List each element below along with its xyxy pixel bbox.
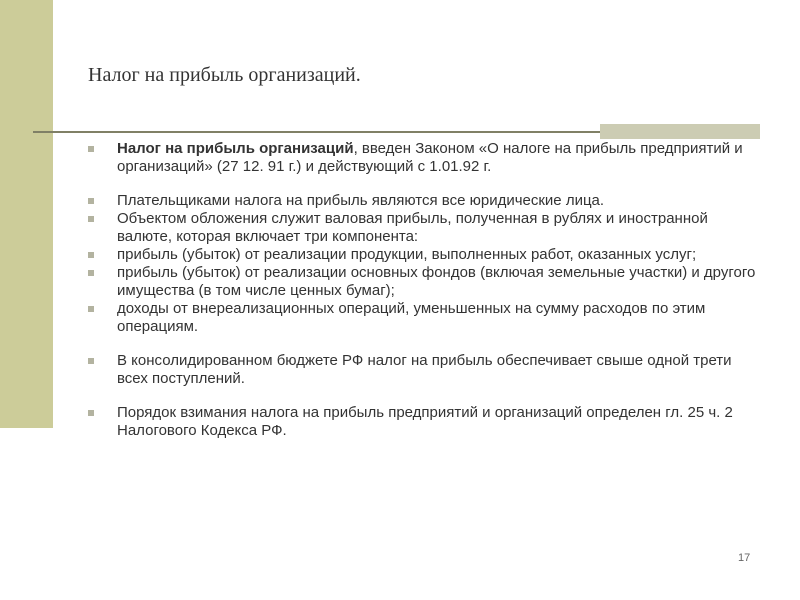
bullet-text: Объектом обложения служит валовая прибыль, полученная в рублях и иностранной валюте, которая включает три компонента: <box>117 210 708 245</box>
page-number: 17 <box>738 552 751 564</box>
bullet-item <box>88 140 758 176</box>
bullet-square-icon <box>88 252 94 258</box>
bullet-text: Плательщиками налога на прибыль являются все юридические лица. <box>117 192 605 209</box>
bullet-text: В консолидированном бюджете РФ налог на прибыль обеспечивает свыше одной трети всех поступлений. <box>117 352 732 387</box>
bullet-text: , введен Законом «О налоге на прибыль предприятий и организаций» (27 12. 91 г.) и действующий с 1.01.92 г. <box>117 140 743 175</box>
bullet-item <box>88 192 758 210</box>
bullet-square-icon <box>88 358 94 364</box>
bullet-item <box>88 264 758 300</box>
bullet-square-icon <box>88 146 94 152</box>
bullet-list <box>88 140 758 440</box>
bullet-item <box>88 300 758 336</box>
title-divider <box>33 131 601 133</box>
side-bar-decoration <box>0 0 53 428</box>
bullet-square-icon <box>88 306 94 312</box>
bullet-square-icon <box>88 410 94 416</box>
bullet-text: Порядок взимания налога на прибыль предприятий и организаций определен гл. 25 ч. 2 Налогового Кодекса РФ. <box>117 404 733 439</box>
bullet-text: доходы от внереализационных операций, уменьшенных на сумму расходов по этим операциям. <box>117 300 706 335</box>
bullet-item <box>88 246 758 264</box>
accent-block <box>600 124 760 139</box>
bullet-text: прибыль (убыток) от реализации продукции, выполненных работ, оказанных услуг; <box>117 246 697 263</box>
bullet-item <box>88 404 758 440</box>
bullet-square-icon <box>88 216 94 222</box>
bullet-lead-bold: Налог на прибыль организаций <box>117 140 354 157</box>
slide-title: Налог на прибыль организаций. <box>88 64 361 86</box>
bullet-square-icon <box>88 270 94 276</box>
bullet-text: прибыль (убыток) от реализации основных фондов (включая земельные участки) и другого имущества (в том числе ценных бумаг); <box>117 264 756 299</box>
bullet-square-icon <box>88 198 94 204</box>
bullet-item <box>88 210 758 246</box>
bullet-item <box>88 352 758 388</box>
